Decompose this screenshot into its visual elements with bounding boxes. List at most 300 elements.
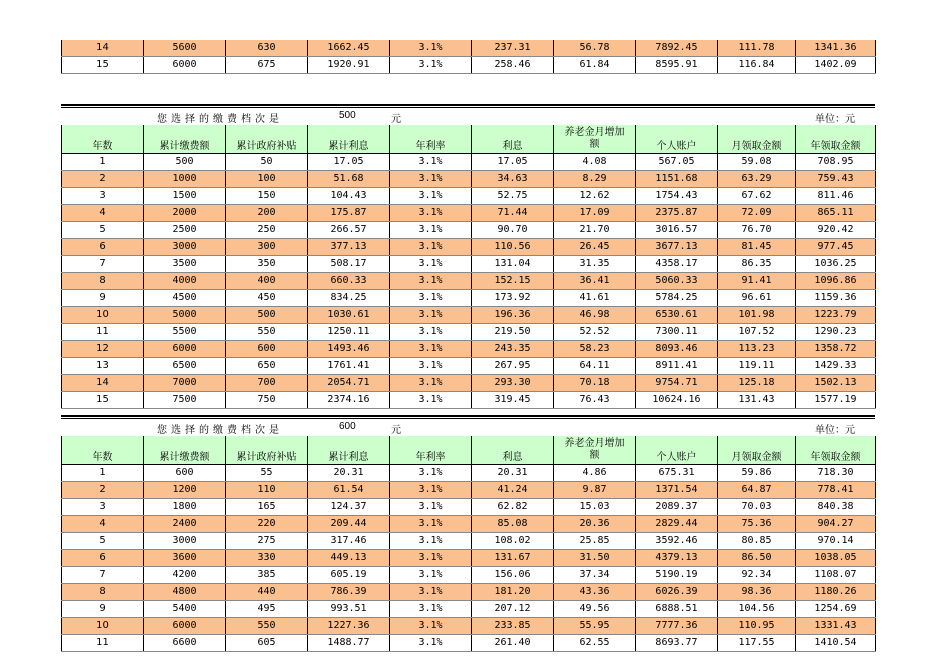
cell-rate[interactable]: 3.1% xyxy=(390,567,472,584)
cell-paid[interactable]: 3000 xyxy=(144,239,226,256)
cell-annual[interactable]: 708.95 xyxy=(796,154,876,171)
cell-annual[interactable]: 1180.26 xyxy=(796,584,876,601)
cell-monthly[interactable]: 125.18 xyxy=(718,375,796,392)
cell-account[interactable]: 6530.61 xyxy=(636,307,718,324)
cell-monthly[interactable]: 119.11 xyxy=(718,358,796,375)
cell-annual[interactable]: 904.27 xyxy=(796,516,876,533)
cell-cum-interest[interactable]: 660.33 xyxy=(308,273,390,290)
cell-year[interactable]: 2 xyxy=(62,482,144,499)
cell-rate[interactable]: 3.1% xyxy=(390,273,472,290)
section-1-prompt: 您选择的缴费档次是 xyxy=(157,114,283,125)
cell-subsidy[interactable]: 630 xyxy=(226,40,308,57)
cell-monthly[interactable]: 80.85 xyxy=(718,533,796,550)
cell-year[interactable]: 1 xyxy=(62,154,144,171)
cell-rate[interactable]: 3.1% xyxy=(390,205,472,222)
cell-year[interactable]: 14 xyxy=(62,40,144,57)
cell-annual[interactable]: 1402.09 xyxy=(796,57,876,74)
cell-cum-interest[interactable]: 1920.91 xyxy=(308,57,390,74)
cell-account[interactable]: 1151.68 xyxy=(636,171,718,188)
cell-annual[interactable]: 759.43 xyxy=(796,171,876,188)
cell-paid[interactable]: 2000 xyxy=(144,205,226,222)
cell-paid[interactable]: 1500 xyxy=(144,188,226,205)
cell-monthly[interactable]: 107.52 xyxy=(718,324,796,341)
cell-subsidy[interactable]: 500 xyxy=(226,307,308,324)
cell-year[interactable]: 14 xyxy=(62,375,144,392)
cell-monthly-increase[interactable]: 12.62 xyxy=(554,188,636,205)
cell-account[interactable]: 2829.44 xyxy=(636,516,718,533)
cell-subsidy[interactable]: 650 xyxy=(226,358,308,375)
cell-rate[interactable]: 3.1% xyxy=(390,465,472,482)
cell-annual[interactable]: 1036.25 xyxy=(796,256,876,273)
cell-interest[interactable]: 207.12 xyxy=(472,601,554,618)
cell-subsidy[interactable]: 550 xyxy=(226,324,308,341)
section-2-amount[interactable]: 600 xyxy=(339,421,356,432)
cell-account[interactable]: 9754.71 xyxy=(636,375,718,392)
cell-cum-interest[interactable]: 20.31 xyxy=(308,465,390,482)
cell-account[interactable]: 567.05 xyxy=(636,154,718,171)
cell-paid[interactable]: 3500 xyxy=(144,256,226,273)
cell-cum-interest[interactable]: 209.44 xyxy=(308,516,390,533)
cell-rate[interactable]: 3.1% xyxy=(390,239,472,256)
cell-cum-interest[interactable]: 1662.45 xyxy=(308,40,390,57)
cell-monthly-increase[interactable]: 43.36 xyxy=(554,584,636,601)
cell-account[interactable]: 1371.54 xyxy=(636,482,718,499)
cell-year[interactable]: 10 xyxy=(62,307,144,324)
cell-interest[interactable]: 243.35 xyxy=(472,341,554,358)
cell-annual[interactable]: 970.14 xyxy=(796,533,876,550)
cell-cum-interest[interactable]: 61.54 xyxy=(308,482,390,499)
cell-year[interactable]: 4 xyxy=(62,516,144,533)
cell-year[interactable]: 6 xyxy=(62,550,144,567)
cell-cum-interest[interactable]: 317.46 xyxy=(308,533,390,550)
cell-cum-interest[interactable]: 51.68 xyxy=(308,171,390,188)
cell-monthly-increase[interactable]: 4.86 xyxy=(554,465,636,482)
cell-annual[interactable]: 718.30 xyxy=(796,465,876,482)
cell-year[interactable]: 13 xyxy=(62,358,144,375)
cell-year[interactable]: 6 xyxy=(62,239,144,256)
table-row xyxy=(62,205,876,222)
header-paid: 累计缴费额 xyxy=(144,125,226,154)
cell-interest[interactable]: 219.50 xyxy=(472,324,554,341)
cell-interest[interactable]: 52.75 xyxy=(472,188,554,205)
cell-monthly[interactable]: 104.56 xyxy=(718,601,796,618)
cell-monthly[interactable]: 86.35 xyxy=(718,256,796,273)
cell-subsidy[interactable]: 50 xyxy=(226,154,308,171)
cell-subsidy[interactable]: 165 xyxy=(226,499,308,516)
cell-cum-interest[interactable]: 2054.71 xyxy=(308,375,390,392)
section-2-table xyxy=(61,436,876,652)
cell-rate[interactable]: 3.1% xyxy=(390,171,472,188)
cell-interest[interactable]: 237.31 xyxy=(472,40,554,57)
cell-account[interactable]: 5784.25 xyxy=(636,290,718,307)
cell-annual[interactable]: 920.42 xyxy=(796,222,876,239)
cell-monthly-increase[interactable]: 55.95 xyxy=(554,618,636,635)
cell-monthly[interactable]: 116.84 xyxy=(718,57,796,74)
cell-monthly[interactable]: 113.23 xyxy=(718,341,796,358)
cell-annual[interactable]: 1290.23 xyxy=(796,324,876,341)
cell-account[interactable]: 3016.57 xyxy=(636,222,718,239)
cell-paid[interactable]: 1200 xyxy=(144,482,226,499)
cell-account[interactable]: 7300.11 xyxy=(636,324,718,341)
cell-paid[interactable]: 7000 xyxy=(144,375,226,392)
cell-subsidy[interactable]: 110 xyxy=(226,482,308,499)
cell-annual[interactable]: 1429.33 xyxy=(796,358,876,375)
cell-rate[interactable]: 3.1% xyxy=(390,618,472,635)
cell-monthly[interactable]: 91.41 xyxy=(718,273,796,290)
cell-annual[interactable]: 1159.36 xyxy=(796,290,876,307)
cell-paid[interactable]: 5600 xyxy=(144,40,226,57)
cell-year[interactable]: 1 xyxy=(62,465,144,482)
cell-year[interactable]: 3 xyxy=(62,499,144,516)
cell-cum-interest[interactable]: 175.87 xyxy=(308,205,390,222)
table-row xyxy=(62,516,876,533)
cell-monthly-increase[interactable]: 31.50 xyxy=(554,550,636,567)
cell-interest[interactable]: 233.85 xyxy=(472,618,554,635)
cell-cum-interest[interactable]: 786.39 xyxy=(308,584,390,601)
cell-account[interactable]: 4358.17 xyxy=(636,256,718,273)
cell-rate[interactable]: 3.1% xyxy=(390,290,472,307)
table-row xyxy=(62,256,876,273)
table-row xyxy=(62,40,876,57)
cell-subsidy[interactable]: 300 xyxy=(226,239,308,256)
cell-account[interactable]: 6888.51 xyxy=(636,601,718,618)
cell-rate[interactable]: 3.1% xyxy=(390,499,472,516)
cell-year[interactable]: 3 xyxy=(62,188,144,205)
cell-rate[interactable]: 3.1% xyxy=(390,601,472,618)
cell-rate[interactable]: 3.1% xyxy=(390,584,472,601)
cell-monthly-increase[interactable]: 20.36 xyxy=(554,516,636,533)
cell-rate[interactable]: 3.1% xyxy=(390,635,472,652)
cell-subsidy[interactable]: 550 xyxy=(226,618,308,635)
cell-paid[interactable]: 3600 xyxy=(144,550,226,567)
cell-interest[interactable]: 17.05 xyxy=(472,154,554,171)
cell-annual[interactable]: 811.46 xyxy=(796,188,876,205)
cell-subsidy[interactable]: 600 xyxy=(226,341,308,358)
cell-year[interactable]: 8 xyxy=(62,584,144,601)
cell-cum-interest[interactable]: 449.13 xyxy=(308,550,390,567)
cell-rate[interactable]: 3.1% xyxy=(390,516,472,533)
cell-interest[interactable]: 319.45 xyxy=(472,392,554,409)
cell-year[interactable]: 8 xyxy=(62,273,144,290)
cell-monthly-increase[interactable]: 4.08 xyxy=(554,154,636,171)
cell-interest[interactable]: 90.70 xyxy=(472,222,554,239)
cell-interest[interactable]: 20.31 xyxy=(472,465,554,482)
cell-subsidy[interactable]: 450 xyxy=(226,290,308,307)
section-1-amount[interactable]: 500 xyxy=(339,110,356,121)
cell-cum-interest[interactable]: 104.43 xyxy=(308,188,390,205)
cell-subsidy[interactable]: 495 xyxy=(226,601,308,618)
cell-paid[interactable]: 6000 xyxy=(144,341,226,358)
cell-interest[interactable]: 156.06 xyxy=(472,567,554,584)
cell-monthly-increase[interactable]: 56.78 xyxy=(554,40,636,57)
cell-account[interactable]: 4379.13 xyxy=(636,550,718,567)
cell-account[interactable]: 3677.13 xyxy=(636,239,718,256)
cell-interest[interactable]: 131.67 xyxy=(472,550,554,567)
cell-rate[interactable]: 3.1% xyxy=(390,154,472,171)
cell-annual[interactable]: 1223.79 xyxy=(796,307,876,324)
cell-subsidy[interactable]: 220 xyxy=(226,516,308,533)
cell-interest[interactable]: 293.30 xyxy=(472,375,554,392)
cell-monthly-increase[interactable]: 36.41 xyxy=(554,273,636,290)
cell-cum-interest[interactable]: 605.19 xyxy=(308,567,390,584)
cell-monthly[interactable]: 96.61 xyxy=(718,290,796,307)
cell-monthly[interactable]: 131.43 xyxy=(718,392,796,409)
cell-account[interactable]: 10624.16 xyxy=(636,392,718,409)
cell-cum-interest[interactable]: 1227.36 xyxy=(308,618,390,635)
header-monthly: 月领取金额 xyxy=(718,436,796,465)
cell-monthly[interactable]: 101.98 xyxy=(718,307,796,324)
cell-monthly-increase[interactable]: 8.29 xyxy=(554,171,636,188)
cell-subsidy[interactable]: 330 xyxy=(226,550,308,567)
header-subsidy: 累计政府补贴 xyxy=(226,436,308,465)
cell-annual[interactable]: 1038.05 xyxy=(796,550,876,567)
cell-interest[interactable]: 85.08 xyxy=(472,516,554,533)
cell-annual[interactable]: 778.41 xyxy=(796,482,876,499)
cell-cum-interest[interactable]: 2374.16 xyxy=(308,392,390,409)
cell-year[interactable]: 4 xyxy=(62,205,144,222)
cell-subsidy[interactable]: 400 xyxy=(226,273,308,290)
cell-monthly[interactable]: 117.55 xyxy=(718,635,796,652)
cell-account[interactable]: 675.31 xyxy=(636,465,718,482)
cell-monthly-increase[interactable]: 9.87 xyxy=(554,482,636,499)
cell-monthly[interactable]: 72.09 xyxy=(718,205,796,222)
cell-annual[interactable]: 1108.07 xyxy=(796,567,876,584)
cell-interest[interactable]: 152.15 xyxy=(472,273,554,290)
cell-cum-interest[interactable]: 508.17 xyxy=(308,256,390,273)
cell-subsidy[interactable]: 250 xyxy=(226,222,308,239)
cell-monthly[interactable]: 75.36 xyxy=(718,516,796,533)
cell-rate[interactable]: 3.1% xyxy=(390,341,472,358)
cell-monthly[interactable]: 64.87 xyxy=(718,482,796,499)
cell-subsidy[interactable]: 55 xyxy=(226,465,308,482)
cell-monthly[interactable]: 59.08 xyxy=(718,154,796,171)
cell-cum-interest[interactable]: 124.37 xyxy=(308,499,390,516)
cell-monthly[interactable]: 98.36 xyxy=(718,584,796,601)
cell-account[interactable]: 1754.43 xyxy=(636,188,718,205)
cell-rate[interactable]: 3.1% xyxy=(390,482,472,499)
cell-monthly[interactable]: 59.86 xyxy=(718,465,796,482)
cell-paid[interactable]: 1000 xyxy=(144,171,226,188)
cell-rate[interactable]: 3.1% xyxy=(390,358,472,375)
cell-year[interactable]: 7 xyxy=(62,567,144,584)
cell-paid[interactable]: 2400 xyxy=(144,516,226,533)
cell-monthly[interactable]: 76.70 xyxy=(718,222,796,239)
cell-rate[interactable]: 3.1% xyxy=(390,40,472,57)
cell-monthly-increase[interactable]: 26.45 xyxy=(554,239,636,256)
cell-cum-interest[interactable]: 17.05 xyxy=(308,154,390,171)
cell-monthly-increase[interactable]: 25.85 xyxy=(554,533,636,550)
cell-interest[interactable]: 62.82 xyxy=(472,499,554,516)
cell-monthly[interactable]: 70.03 xyxy=(718,499,796,516)
cell-monthly-increase[interactable]: 41.61 xyxy=(554,290,636,307)
cell-monthly[interactable]: 92.34 xyxy=(718,567,796,584)
cell-year[interactable]: 11 xyxy=(62,635,144,652)
cell-paid[interactable]: 3000 xyxy=(144,533,226,550)
cell-paid[interactable]: 4500 xyxy=(144,290,226,307)
cell-monthly-increase[interactable]: 76.43 xyxy=(554,392,636,409)
cell-subsidy[interactable]: 605 xyxy=(226,635,308,652)
cell-year[interactable]: 11 xyxy=(62,324,144,341)
cell-monthly[interactable]: 110.95 xyxy=(718,618,796,635)
cell-year[interactable]: 9 xyxy=(62,601,144,618)
cell-rate[interactable]: 3.1% xyxy=(390,222,472,239)
cell-annual[interactable]: 1577.19 xyxy=(796,392,876,409)
section-1-header-row xyxy=(62,125,876,154)
cell-account[interactable]: 6026.39 xyxy=(636,584,718,601)
cell-subsidy[interactable]: 675 xyxy=(226,57,308,74)
cell-paid[interactable]: 6600 xyxy=(144,635,226,652)
cell-year[interactable]: 9 xyxy=(62,290,144,307)
cell-cum-interest[interactable]: 834.25 xyxy=(308,290,390,307)
cell-rate[interactable]: 3.1% xyxy=(390,324,472,341)
cell-annual[interactable]: 1358.72 xyxy=(796,341,876,358)
cell-interest[interactable]: 261.40 xyxy=(472,635,554,652)
cell-paid[interactable]: 4200 xyxy=(144,567,226,584)
cell-year[interactable]: 15 xyxy=(62,392,144,409)
cell-monthly[interactable]: 63.29 xyxy=(718,171,796,188)
cell-paid[interactable]: 2500 xyxy=(144,222,226,239)
cell-cum-interest[interactable]: 377.13 xyxy=(308,239,390,256)
cell-subsidy[interactable]: 100 xyxy=(226,171,308,188)
cell-subsidy[interactable]: 275 xyxy=(226,533,308,550)
cell-account[interactable]: 2089.37 xyxy=(636,499,718,516)
cell-annual[interactable]: 1331.43 xyxy=(796,618,876,635)
cell-paid[interactable]: 4800 xyxy=(144,584,226,601)
cell-account[interactable]: 8911.41 xyxy=(636,358,718,375)
cell-monthly[interactable]: 67.62 xyxy=(718,188,796,205)
cell-account[interactable]: 7777.36 xyxy=(636,618,718,635)
cell-monthly-increase[interactable]: 70.18 xyxy=(554,375,636,392)
cell-annual[interactable]: 1254.69 xyxy=(796,601,876,618)
cell-paid[interactable]: 5500 xyxy=(144,324,226,341)
cell-rate[interactable]: 3.1% xyxy=(390,533,472,550)
cell-rate[interactable]: 3.1% xyxy=(390,392,472,409)
cell-monthly[interactable]: 111.78 xyxy=(718,40,796,57)
cell-paid[interactable]: 7500 xyxy=(144,392,226,409)
cell-monthly-increase[interactable]: 64.11 xyxy=(554,358,636,375)
cell-annual[interactable]: 1341.36 xyxy=(796,40,876,57)
cell-interest[interactable]: 131.04 xyxy=(472,256,554,273)
cell-paid[interactable]: 4000 xyxy=(144,273,226,290)
cell-interest[interactable]: 110.56 xyxy=(472,239,554,256)
cell-monthly-increase[interactable]: 58.23 xyxy=(554,341,636,358)
cell-monthly-increase[interactable]: 62.55 xyxy=(554,635,636,652)
cell-monthly[interactable]: 86.50 xyxy=(718,550,796,567)
cell-monthly[interactable]: 81.45 xyxy=(718,239,796,256)
cell-paid[interactable]: 5400 xyxy=(144,601,226,618)
cell-interest[interactable]: 258.46 xyxy=(472,57,554,74)
cell-cum-interest[interactable]: 1488.77 xyxy=(308,635,390,652)
cell-subsidy[interactable]: 440 xyxy=(226,584,308,601)
cell-cum-interest[interactable]: 1761.41 xyxy=(308,358,390,375)
cell-account[interactable]: 5190.19 xyxy=(636,567,718,584)
cell-subsidy[interactable]: 750 xyxy=(226,392,308,409)
cell-subsidy[interactable]: 700 xyxy=(226,375,308,392)
cell-account[interactable]: 3592.46 xyxy=(636,533,718,550)
cell-monthly-increase[interactable]: 61.84 xyxy=(554,57,636,74)
cell-annual[interactable]: 1410.54 xyxy=(796,635,876,652)
cell-monthly-increase[interactable]: 52.52 xyxy=(554,324,636,341)
cell-year[interactable]: 10 xyxy=(62,618,144,635)
table-row xyxy=(62,584,876,601)
cell-account[interactable]: 8093.46 xyxy=(636,341,718,358)
cell-annual[interactable]: 1096.86 xyxy=(796,273,876,290)
cell-paid[interactable]: 6500 xyxy=(144,358,226,375)
cell-account[interactable]: 8693.77 xyxy=(636,635,718,652)
cell-monthly-increase[interactable]: 31.35 xyxy=(554,256,636,273)
cell-subsidy[interactable]: 385 xyxy=(226,567,308,584)
cell-account[interactable]: 8595.91 xyxy=(636,57,718,74)
cell-rate[interactable]: 3.1% xyxy=(390,188,472,205)
cell-year[interactable]: 5 xyxy=(62,533,144,550)
cell-monthly-increase[interactable]: 15.03 xyxy=(554,499,636,516)
cell-subsidy[interactable]: 150 xyxy=(226,188,308,205)
cell-interest[interactable]: 108.02 xyxy=(472,533,554,550)
cell-paid[interactable]: 6000 xyxy=(144,57,226,74)
cell-paid[interactable]: 600 xyxy=(144,465,226,482)
cell-rate[interactable]: 3.1% xyxy=(390,57,472,74)
cell-paid[interactable]: 6000 xyxy=(144,618,226,635)
cell-annual[interactable]: 865.11 xyxy=(796,205,876,222)
cell-monthly-increase[interactable]: 21.70 xyxy=(554,222,636,239)
cell-year[interactable]: 7 xyxy=(62,256,144,273)
cell-annual[interactable]: 977.45 xyxy=(796,239,876,256)
section-1-top-rule xyxy=(61,104,875,106)
cell-cum-interest[interactable]: 1030.61 xyxy=(308,307,390,324)
cell-cum-interest[interactable]: 1250.11 xyxy=(308,324,390,341)
cell-rate[interactable]: 3.1% xyxy=(390,550,472,567)
header-monthly-increase-1: 养老金月增加 xyxy=(564,127,625,138)
cell-paid[interactable]: 1800 xyxy=(144,499,226,516)
cell-interest[interactable]: 181.20 xyxy=(472,584,554,601)
cell-year[interactable]: 15 xyxy=(62,57,144,74)
cell-subsidy[interactable]: 200 xyxy=(226,205,308,222)
cell-paid[interactable]: 500 xyxy=(144,154,226,171)
cell-annual[interactable]: 1502.13 xyxy=(796,375,876,392)
cell-interest[interactable]: 173.92 xyxy=(472,290,554,307)
cell-year[interactable]: 5 xyxy=(62,222,144,239)
cell-cum-interest[interactable]: 993.51 xyxy=(308,601,390,618)
cell-interest[interactable]: 267.95 xyxy=(472,358,554,375)
cell-monthly-increase[interactable]: 37.34 xyxy=(554,567,636,584)
table-row xyxy=(62,154,876,171)
cell-year[interactable]: 12 xyxy=(62,341,144,358)
cell-rate[interactable]: 3.1% xyxy=(390,256,472,273)
header-annual: 年领取金额 xyxy=(796,125,876,154)
cell-interest[interactable]: 196.36 xyxy=(472,307,554,324)
cell-rate[interactable]: 3.1% xyxy=(390,375,472,392)
cell-rate[interactable]: 3.1% xyxy=(390,307,472,324)
header-monthly-increase xyxy=(554,125,636,154)
cell-year[interactable]: 2 xyxy=(62,171,144,188)
table-row xyxy=(62,307,876,324)
cell-account[interactable]: 5060.33 xyxy=(636,273,718,290)
cell-interest[interactable]: 34.63 xyxy=(472,171,554,188)
table-row xyxy=(62,239,876,256)
cell-paid[interactable]: 5000 xyxy=(144,307,226,324)
cell-annual[interactable]: 840.38 xyxy=(796,499,876,516)
cell-interest[interactable]: 41.24 xyxy=(472,482,554,499)
cell-cum-interest[interactable]: 1493.46 xyxy=(308,341,390,358)
cell-monthly-increase[interactable]: 46.98 xyxy=(554,307,636,324)
cell-account[interactable]: 2375.87 xyxy=(636,205,718,222)
cell-monthly-increase[interactable]: 17.09 xyxy=(554,205,636,222)
cell-interest[interactable]: 71.44 xyxy=(472,205,554,222)
cell-monthly-increase[interactable]: 49.56 xyxy=(554,601,636,618)
cell-subsidy[interactable]: 350 xyxy=(226,256,308,273)
cell-cum-interest[interactable]: 266.57 xyxy=(308,222,390,239)
cell-account[interactable]: 7892.45 xyxy=(636,40,718,57)
